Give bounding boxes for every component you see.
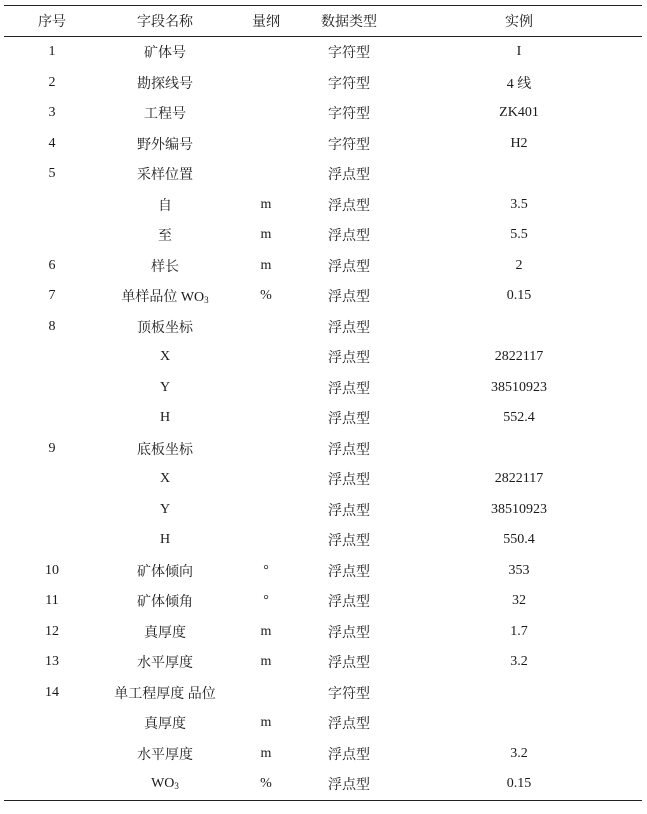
cell-unit: m <box>260 745 272 761</box>
cell-field-name: 采样位置 <box>137 168 193 184</box>
cell-field-name: 矿体倾角 <box>137 595 193 611</box>
cell-unit <box>230 464 302 495</box>
cell-example: 32 <box>512 593 526 609</box>
cell-data-type: 浮点型 <box>328 595 370 611</box>
cell-unit: m <box>260 623 272 639</box>
header-example: 实例 <box>396 6 642 37</box>
cell-example <box>396 312 642 343</box>
cell-serial-number <box>4 495 100 526</box>
cell-field-name: 至 <box>158 229 172 245</box>
field-definition-table <box>4 5 642 801</box>
cell-unit: ° <box>263 562 269 578</box>
cell-unit <box>230 495 302 526</box>
cell-example: 0.15 <box>396 769 642 800</box>
cell-data-type: 浮点型 <box>328 656 370 672</box>
cell-unit: m <box>260 196 272 212</box>
cell-data-type: 浮点型 <box>328 564 370 580</box>
table-row <box>4 68 642 99</box>
table-row <box>4 98 642 129</box>
cell-example: 353 <box>508 562 530 578</box>
cell-data-type: 浮点型 <box>328 442 370 458</box>
cell-unit: m <box>260 654 272 670</box>
cell-serial-number <box>4 525 100 556</box>
header-serial-number: 序号 <box>4 6 100 37</box>
cell-unit <box>230 68 302 99</box>
cell-example: ZK401 <box>499 105 539 121</box>
field-name-subscript: 3 <box>204 295 209 306</box>
cell-field-name: H <box>159 410 171 426</box>
table-row <box>4 556 642 587</box>
cell-serial-number: 8 <box>48 318 56 334</box>
cell-field-name: 底板坐标 <box>137 442 193 458</box>
cell-data-type: 字符型 <box>328 137 370 153</box>
table-row <box>4 129 642 160</box>
cell-data-type: 浮点型 <box>328 747 370 763</box>
cell-serial-number <box>4 220 100 251</box>
cell-field-name <box>100 769 230 800</box>
cell-field-name: 矿体倾向 <box>137 564 193 580</box>
cell-serial-number: 4 <box>48 135 56 151</box>
cell-field-name: 真厚度 <box>144 717 186 733</box>
cell-example: 2 <box>515 257 523 273</box>
table-row <box>4 37 642 68</box>
cell-field-name: 样长 <box>151 259 179 275</box>
cell-example: H2 <box>510 135 528 151</box>
cell-data-type: 字符型 <box>328 76 370 92</box>
table-row <box>4 525 642 556</box>
cell-serial-number <box>4 739 100 770</box>
cell-example <box>396 678 642 709</box>
cell-example: 3.2 <box>510 745 528 761</box>
cell-serial-number: 10 <box>45 562 59 578</box>
cell-example: 3.5 <box>510 196 528 212</box>
cell-serial-number <box>4 708 100 739</box>
cell-serial-number: 12 <box>45 623 59 639</box>
table-row <box>4 708 642 739</box>
cell-data-type: 浮点型 <box>328 503 370 519</box>
cell-data-type: 浮点型 <box>302 769 396 800</box>
cell-unit <box>230 312 302 343</box>
cell-field-name: 自 <box>158 198 172 214</box>
cell-field-name: Y <box>159 501 171 517</box>
cell-example: 552.4 <box>503 410 535 426</box>
cell-field-name <box>100 281 230 312</box>
cell-field-name: 矿体号 <box>144 46 186 62</box>
cell-example: 1.7 <box>510 623 528 639</box>
cell-data-type: 浮点型 <box>328 717 370 733</box>
cell-example <box>396 434 642 465</box>
cell-example: 3.2 <box>510 654 528 670</box>
cell-field-name: X <box>159 471 171 487</box>
cell-serial-number: 6 <box>48 257 56 273</box>
table-body <box>4 37 642 801</box>
cell-unit <box>230 678 302 709</box>
cell-data-type: 浮点型 <box>328 229 370 245</box>
cell-example: I <box>516 44 522 60</box>
cell-example: 2822117 <box>494 349 544 365</box>
table-row <box>4 159 642 190</box>
cell-example: 0.15 <box>506 288 532 304</box>
cell-field-name: 真厚度 <box>144 625 186 641</box>
cell-data-type: 浮点型 <box>328 198 370 214</box>
cell-unit <box>230 525 302 556</box>
cell-unit: m <box>260 257 272 273</box>
cell-serial-number <box>4 769 100 800</box>
cell-serial-number <box>4 373 100 404</box>
cell-unit: % <box>260 288 272 304</box>
table-row <box>4 647 642 678</box>
header-data-type: 数据类型 <box>302 6 396 37</box>
cell-unit <box>230 159 302 190</box>
cell-data-type: 字符型 <box>328 686 370 702</box>
cell-unit: % <box>230 769 302 800</box>
cell-unit <box>230 434 302 465</box>
cell-data-type: 字符型 <box>328 46 370 62</box>
cell-serial-number: 3 <box>48 105 56 121</box>
cell-field-name: 水平厚度 <box>137 747 193 763</box>
cell-field-name: 工程号 <box>144 107 186 123</box>
cell-unit <box>230 403 302 434</box>
cell-serial-number <box>4 342 100 373</box>
cell-serial-number: 5 <box>48 166 56 182</box>
cell-example <box>396 159 642 190</box>
table-row <box>4 434 642 465</box>
cell-data-type: 浮点型 <box>328 259 370 275</box>
cell-serial-number <box>4 464 100 495</box>
cell-data-type: 浮点型 <box>328 168 370 184</box>
table-row <box>4 251 642 282</box>
field-name-subscript: 3 <box>174 781 179 792</box>
cell-serial-number <box>4 403 100 434</box>
table-row <box>4 739 642 770</box>
cell-example: 550.4 <box>503 532 535 548</box>
cell-unit: m <box>260 227 272 243</box>
table-row <box>4 464 642 495</box>
table-row <box>4 220 642 251</box>
cell-data-type: 浮点型 <box>328 473 370 489</box>
cell-field-name: X <box>159 349 171 365</box>
header-unit: 量纲 <box>230 6 302 37</box>
cell-data-type: 浮点型 <box>328 351 370 367</box>
cell-data-type: 浮点型 <box>328 320 370 336</box>
cell-field-name: 水平厚度 <box>137 656 193 672</box>
cell-field-name: 单工程厚度 品位 <box>114 686 216 702</box>
cell-example <box>396 708 642 739</box>
cell-field-name: 勘探线号 <box>137 76 193 92</box>
cell-unit <box>230 342 302 373</box>
header-row <box>4 6 642 37</box>
cell-unit <box>230 373 302 404</box>
cell-field-name: 野外编号 <box>137 137 193 153</box>
table-row <box>4 403 642 434</box>
field-name-text: 单样品位 WO <box>121 290 205 306</box>
cell-serial-number: 9 <box>48 440 56 456</box>
cell-example: 2822117 <box>494 471 544 487</box>
table-row <box>4 617 642 648</box>
cell-serial-number: 13 <box>45 654 59 670</box>
cell-unit <box>230 98 302 129</box>
cell-serial-number <box>4 190 100 221</box>
cell-serial-number: 14 <box>45 684 59 700</box>
cell-serial-number: 1 <box>48 44 56 60</box>
cell-serial-number: 7 <box>48 288 56 304</box>
cell-field-name: H <box>159 532 171 548</box>
header-field-name: 字段名称 <box>100 6 230 37</box>
table-row <box>4 678 642 709</box>
cell-serial-number: 11 <box>45 593 59 609</box>
cell-example: 38510923 <box>491 379 547 395</box>
cell-serial-number: 2 <box>48 74 56 90</box>
cell-example: 4 线 <box>506 76 532 92</box>
cell-example: 5.5 <box>510 227 528 243</box>
cell-data-type: 浮点型 <box>328 381 370 397</box>
table-row <box>4 281 642 312</box>
table-row <box>4 769 642 800</box>
cell-unit: ° <box>263 593 269 609</box>
cell-data-type: 浮点型 <box>328 412 370 428</box>
cell-field-name: Y <box>159 379 171 395</box>
table-row <box>4 190 642 221</box>
cell-data-type: 浮点型 <box>328 290 370 306</box>
field-name-text: WO <box>151 776 175 792</box>
table-row <box>4 586 642 617</box>
cell-field-name: 顶板坐标 <box>137 320 193 336</box>
cell-unit: m <box>260 715 272 731</box>
cell-example: 38510923 <box>491 501 547 517</box>
table-row <box>4 312 642 343</box>
table-row <box>4 495 642 526</box>
cell-data-type: 浮点型 <box>328 534 370 550</box>
table-header <box>4 6 642 37</box>
table-row <box>4 373 642 404</box>
table-row <box>4 342 642 373</box>
cell-data-type: 字符型 <box>328 107 370 123</box>
cell-data-type: 浮点型 <box>328 625 370 641</box>
cell-unit <box>230 37 302 68</box>
cell-unit <box>230 129 302 160</box>
